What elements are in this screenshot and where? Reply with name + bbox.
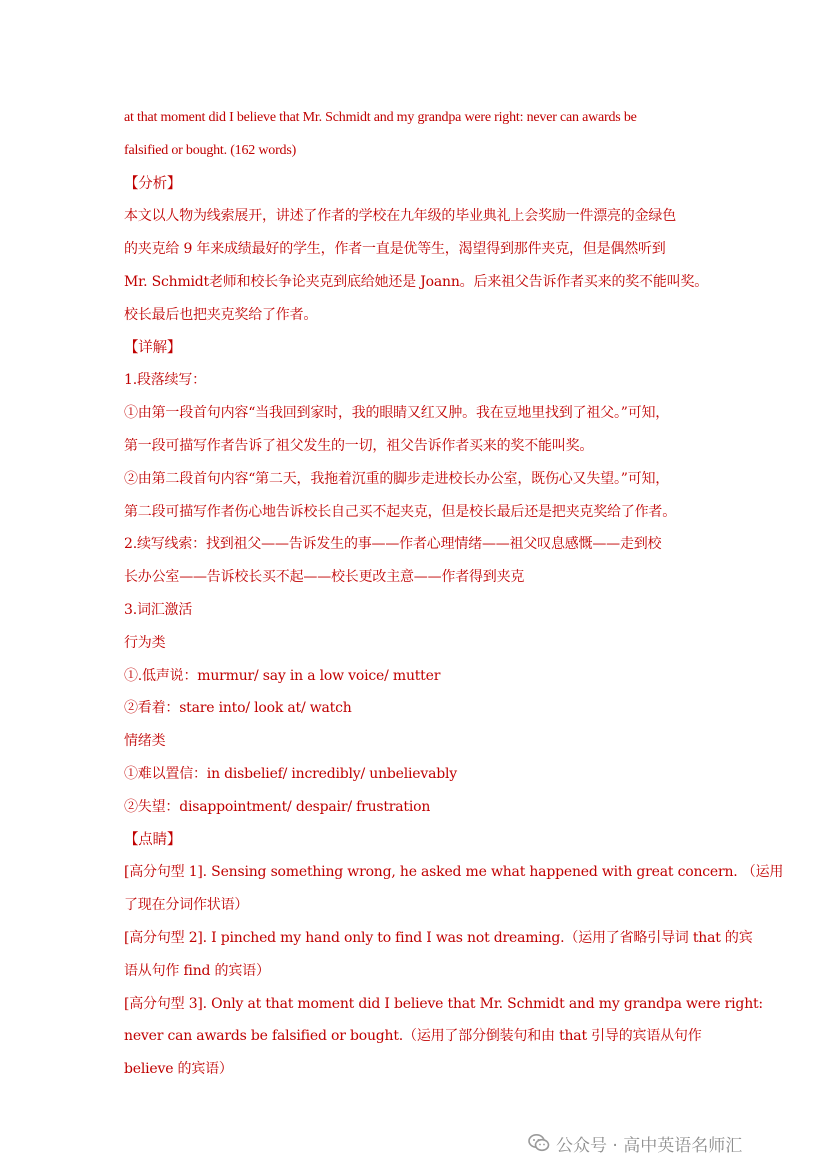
passage-line: falsified or bought. (162 words) <box>124 142 297 158</box>
details-line: ②由第二段首句内容“第二天，我拖着沉重的脚步走进校长办公室，既伤心又失望。”可知， <box>124 470 670 487</box>
vocab-category: 行为类 <box>124 634 166 651</box>
sentence-pattern-line: 了现在分词作状语） <box>124 897 249 914</box>
vocab-item: ②看着：stare into/ look at/ watch <box>124 700 352 717</box>
details-line: ①由第一段首句内容“当我回到家时，我的眼睛又红又肿。我在豆地里找到了祖父。”可知， <box>124 405 670 422</box>
sentence-pattern-line: [高分句型 3]. Only at that moment did I believe that Mr. Schmidt and my grandpa were right: <box>124 995 763 1012</box>
vocab-item: ①难以置信：in disbelief/ incredibly/ unbelievably <box>124 765 457 782</box>
sentence-pattern-line: [高分句型 1]. Sensing something wrong, he asked me what happened with great concern. （运用 <box>124 864 784 881</box>
sentence-pattern-line: never can awards be falsified or bought.（运用了部分倒装句和由 that 引导的宾语从句作 <box>124 1028 702 1045</box>
details-line: 第一段可描写作者告诉了祖父发生的一切，祖父告诉作者买来的奖不能叫奖。 <box>124 437 594 454</box>
section-heading-highlights: 【点睛】 <box>124 831 182 848</box>
details-subheading: 1.段落续写： <box>124 372 206 389</box>
sentence-pattern-line: 语从句作 find 的宾语） <box>124 962 270 979</box>
vocab-item: ①.低声说：murmur/ say in a low voice/ mutter <box>124 667 441 684</box>
analysis-line: 的夹克给 9 年来成绩最好的学生，作者一直是优等生，渴望得到那件夹克，但是偶然听到 <box>124 241 666 258</box>
analysis-line: 校长最后也把夹克奖给了作者。 <box>124 306 318 323</box>
vocab-category: 情绪类 <box>124 733 166 750</box>
sentence-pattern-line: [高分句型 2]. I pinched my hand only to find I was not dreaming.（运用了省略引导词 that 的宾 <box>124 929 753 946</box>
sentence-pattern-line: believe 的宾语） <box>124 1061 233 1078</box>
details-line: 第二段可描写作者伤心地告诉校长自己买不起夹克，但是校长最后还是把夹克奖给了作者。 <box>124 503 676 520</box>
document-body <box>124 102 784 1086</box>
analysis-line: Mr. Schmidt老师和校长争论夹克到底给她还是 Joann。后来祖父告诉作者买来的奖不能叫奖。 <box>124 273 709 290</box>
details-line: 2.续写线索：找到祖父——告诉发生的事——作者心理情绪——祖父叹息感慨——走到校 <box>124 536 662 553</box>
details-line: 长办公室——告诉校长买不起——校长更改主意——作者得到夹克 <box>124 569 525 586</box>
vocab-item: ②失望：disappointment/ despair/ frustration <box>124 798 431 815</box>
analysis-line: 本文以人物为线索展开，讲述了作者的学校在九年级的毕业典礼上会奖励一件漂亮的金绿色 <box>124 208 676 225</box>
passage-line: at that moment did I believe that Mr. Schmidt and my grandpa were right: never can awards be <box>124 110 637 125</box>
details-subheading: 3.词汇激活 <box>124 601 193 618</box>
wechat-watermark <box>528 1128 742 1158</box>
section-heading-details: 【详解】 <box>124 339 182 356</box>
wechat-icon <box>528 1133 550 1153</box>
watermark-text: 公众号 · 高中英语名师汇 <box>556 1135 743 1156</box>
section-heading-analysis: 【分析】 <box>124 175 182 192</box>
